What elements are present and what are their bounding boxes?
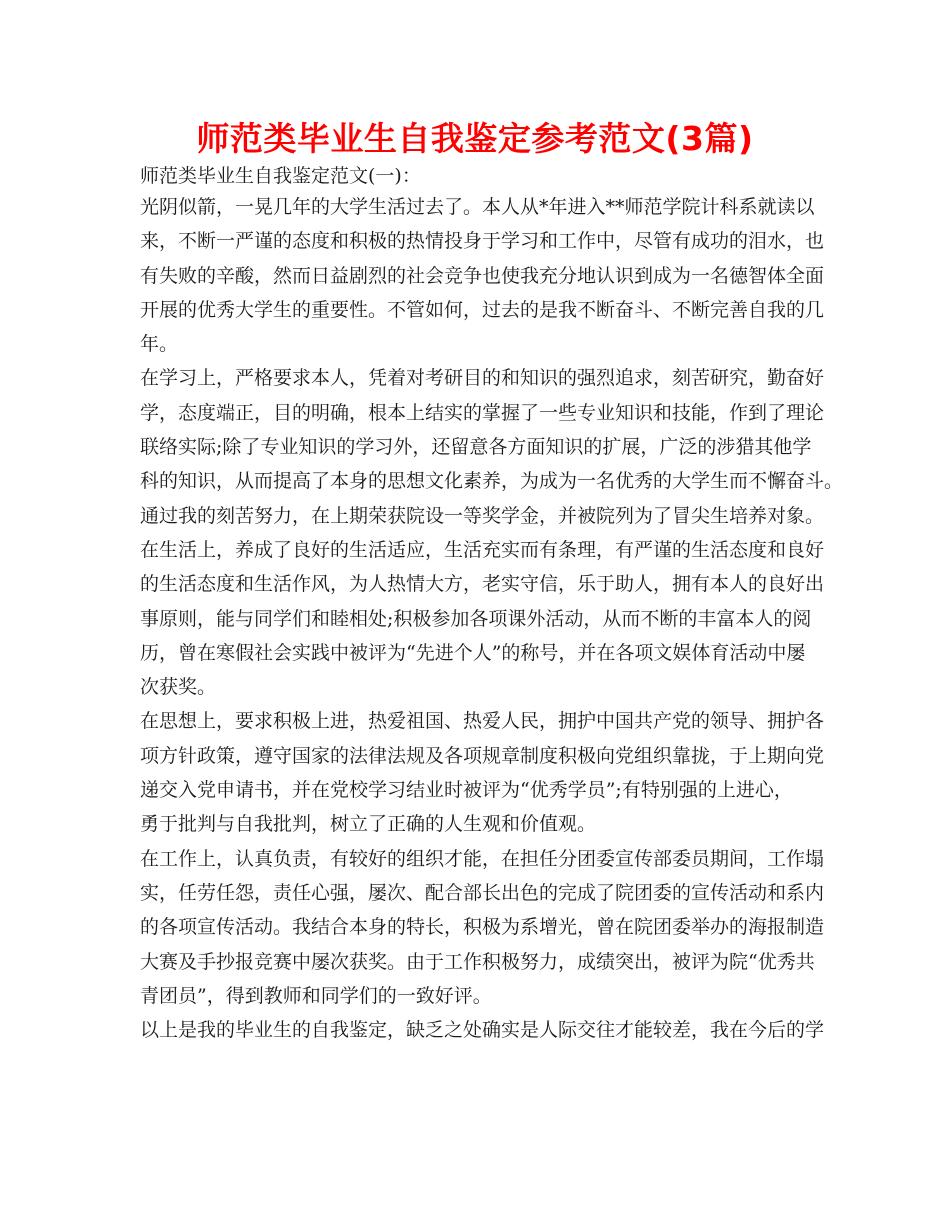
document-body [140,162,844,1047]
text-line: 光阴似箭，一晃几年的大学生活过去了。本人从*年进入**师范学院计科系就读以 [140,196,815,218]
text-line: 的各项宣传活动。我结合本身的特长，积极为系增光，曾在院团委举办的海报制造 [140,916,825,939]
text-line: 递交入党申请书，并在党校学习结业时被评为“优秀学员”;有特别强的上进心， [140,779,793,802]
text-line: 的生活态度和生活作风，为人热情大方，老实守信，乐于助人，拥有本人的良好出 [140,573,825,596]
text-line: 以上是我的毕业生的自我鉴定，缺乏之处确实是人际交往才能较差，我在今后的学 [140,1019,825,1042]
text-line: 通过我的刻苦努力，在上期荣获院设一等奖学金，并被院列为了冒尖生培养对象。 [140,504,825,527]
text-line: 次获奖。 [140,676,217,699]
text-line: 年。 [140,333,179,356]
text-line: 学，态度端正，目的明确，根本上结实的掌握了一些专业知识和技能，作到了理论 [140,401,825,424]
text-line: 联络实际;除了专业知识的学习外，还留意各方面知识的扩展，广泛的涉猎其他学 [140,436,812,459]
text-line: 在生活上，养成了良好的生活适应，生活充实而有条理，有严谨的生活态度和良好 [140,538,825,561]
document-title: 师范类毕业生自我鉴定参考范文(3篇) [196,119,754,158]
text-line: 在思想上，要求积极上进，热爱祖国、热爱人民，拥护中国共产党的领导、拥护各 [140,710,825,733]
text-line: 在学习上，严格要求本人，凭着对考研目的和知识的强烈追求，刻苦研究，勤奋好 [140,367,825,390]
text-line: 勇于批判与自我批判，树立了正确的人生观和价值观。 [140,813,597,836]
text-line: 科的知识，从而提高了本身的思想文化素养，为成为一名优秀的大学生而不懈奋斗。 [140,470,844,493]
text-line: 实，任劳任怨，责任心强，屡次、配合部长出色的完成了院团委的宣传活动和系内 [140,881,825,904]
text-line: 历，曾在寒假社会实践中被评为“先进个人”的称号，并在各项文娱体育活动中屡 [140,641,806,664]
text-line: 开展的优秀大学生的重要性。不管如何，过去的是我不断奋斗、不断完善自我的几 [140,298,825,321]
text-line: 来，不断一严谨的态度和积极的热情投身于学习和工作中，尽管有成功的泪水，也 [140,230,825,253]
section-heading: 师范类毕业生自我鉴定范文(一)： [140,165,421,187]
text-line: 项方针政策，遵守国家的法律法规及各项规章制度积极向党组织靠拢，于上期向党 [140,744,825,767]
text-line: 事原则，能与同学们和睦相处;积极参加各项课外活动，从而不断的丰富本人的阅 [140,607,812,630]
text-line: 青团员”，得到教师和同学们的一致好评。 [140,984,492,1007]
text-line: 大赛及手抄报竞赛中屡次获奖。由于工作积极努力，成绩突出，被评为院“优秀共 [140,950,815,973]
text-line: 在工作上，认真负责，有较好的组织才能，在担任分团委宣传部委员期间，工作塌 [140,847,825,870]
text-line: 有失败的辛酸，然而日益剧烈的社会竞争也使我充分地认识到成为一名德智体全面 [140,264,825,287]
